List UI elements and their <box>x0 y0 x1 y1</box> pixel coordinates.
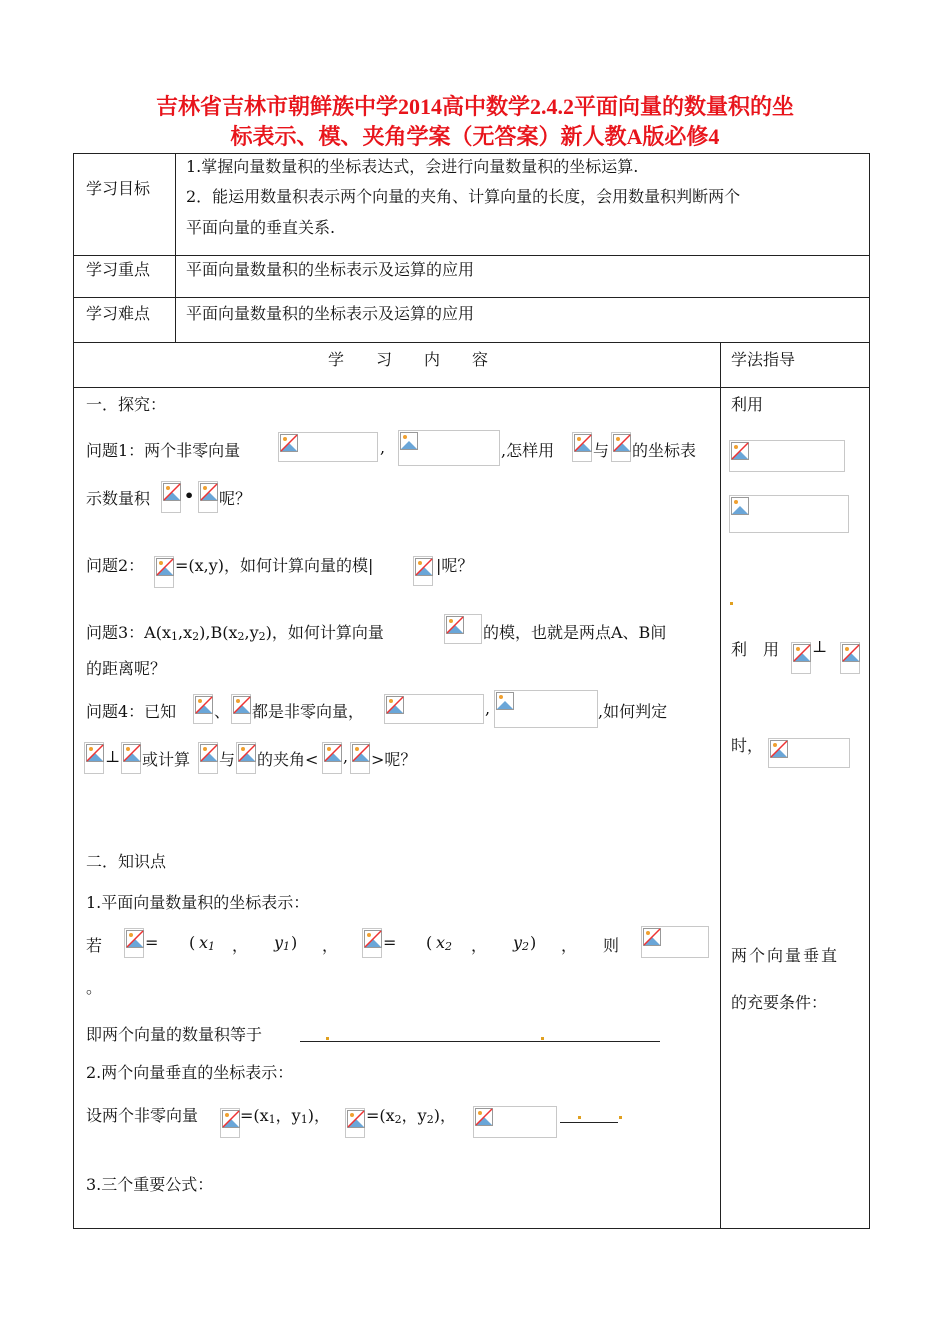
row-divider <box>74 297 869 298</box>
image-placeholder-icon <box>793 644 811 662</box>
k1-ruo: 若 <box>86 936 103 955</box>
q4-text-a: 问题4：已知 <box>86 702 177 721</box>
guide-use-2: 利 用 <box>731 640 780 659</box>
q2-text-c: |呢？ <box>436 556 474 575</box>
formula-image <box>121 742 141 774</box>
formula-image <box>362 928 382 958</box>
formula-image <box>231 694 251 724</box>
guide-use-1: 利用 <box>731 395 764 414</box>
col-divider <box>175 154 176 342</box>
q3-text-a: 问题3：A(x <box>86 623 172 642</box>
formula-image <box>345 1108 365 1138</box>
formula-image <box>384 694 484 724</box>
k1-eq1: = <box>145 933 159 952</box>
subscript: 2 <box>426 1113 434 1126</box>
q1-text-b: ,怎样用 <box>501 441 555 460</box>
k1-paren: ) <box>291 933 298 952</box>
key-points-text: 平面向量数量积的坐标表示及运算的应用 <box>186 260 475 279</box>
formula-image <box>641 926 709 958</box>
q4-text-f: 的夹角< <box>257 750 319 769</box>
row-divider <box>74 342 869 343</box>
formula-image <box>154 556 174 588</box>
q3-text-f: 的模，也就是两点A、B间 <box>483 623 667 642</box>
image-placeholder-icon <box>770 740 788 758</box>
k2-text-g: )， <box>433 1106 456 1125</box>
q1-text-e: 示数量积 <box>86 489 151 508</box>
mark-dot <box>326 1037 329 1040</box>
subscript: 1 <box>268 1113 276 1126</box>
q4-text-c: ,如何判定 <box>598 702 668 721</box>
document-title <box>72 92 878 152</box>
formula-image <box>611 432 631 462</box>
formula-image <box>729 440 845 472</box>
q3-sub: 1 <box>171 630 179 643</box>
guide-cond-1: 两个向量垂直 <box>731 946 840 965</box>
subscript: 1 <box>283 940 291 953</box>
guide-perp: ⊥ <box>812 637 828 656</box>
formula-image <box>729 495 849 533</box>
q1-text-c: 与 <box>593 441 610 460</box>
image-placeholder-icon <box>233 696 251 714</box>
mark-dot <box>578 1116 581 1119</box>
image-placeholder-icon <box>195 696 213 714</box>
subscript: 1 <box>208 940 216 953</box>
formula-image <box>124 928 144 958</box>
q4-text-g: , <box>343 747 349 766</box>
q4-sep: 、 <box>214 702 231 721</box>
k1-comma: ， <box>561 936 578 955</box>
knowledge-3-title: 3.三个重要公式： <box>86 1175 214 1194</box>
q4-text-e: 与 <box>219 750 236 769</box>
col-divider <box>720 342 721 1228</box>
q3-text-b: ,x <box>178 623 193 642</box>
image-placeholder-icon <box>238 744 256 762</box>
q4-comma: , <box>485 699 491 718</box>
q3-line-1 <box>86 620 384 643</box>
q3-text-c: ),B(x <box>199 623 238 642</box>
image-placeholder-icon <box>386 696 404 714</box>
title-line-1: 吉林省吉林市朝鲜族中学2014高中数学2.4.2平面向量的数量积的坐 <box>155 94 794 119</box>
q3-sub: 2 <box>237 630 245 643</box>
var-y: y <box>274 933 284 952</box>
q2-text-a: 问题2： <box>86 556 145 575</box>
k1-eq2: = <box>383 933 397 952</box>
var-x: x <box>199 933 209 952</box>
formula-image <box>198 742 218 774</box>
knowledge-1-title: 1.平面向量数量积的坐标表示： <box>86 893 310 912</box>
subscript: 2 <box>522 940 530 953</box>
formula-image <box>84 742 104 774</box>
k1-ze: 则 <box>603 936 620 955</box>
k1-line-2: 即两个向量的数量积等于 <box>86 1025 263 1044</box>
knowledge-2-title: 2.两个向量垂直的坐标表示： <box>86 1063 294 1082</box>
guide-when: 时， <box>731 736 764 755</box>
q4-text-h: >呢？ <box>371 750 417 769</box>
formula-image <box>413 556 433 586</box>
content-header: 学 习 内 容 <box>328 350 489 369</box>
image-placeholder-icon <box>731 442 749 460</box>
k1-y2 <box>513 933 529 953</box>
image-placeholder-icon <box>613 434 631 452</box>
q3-text-g: 的距离呢？ <box>86 659 167 678</box>
image-placeholder-icon <box>200 483 218 501</box>
k1-paren: ( <box>426 933 433 952</box>
image-placeholder-icon <box>86 744 104 762</box>
q1-text-d: 的坐标表 <box>632 441 697 460</box>
objectives-label: 学习目标 <box>86 179 151 198</box>
k2-text-b: =(x <box>240 1106 269 1125</box>
objective-line-3: 平面向量的垂直关系. <box>186 218 336 237</box>
k1-comma: ， <box>471 936 488 955</box>
var-y: y <box>513 933 523 952</box>
answer-blank[interactable] <box>560 1122 618 1123</box>
q4-text-d: 或计算 <box>142 750 191 769</box>
k2-text-a: 设两个非零向量 <box>86 1106 199 1125</box>
q1-dot: • <box>184 486 195 505</box>
k1-period: 。 <box>86 978 103 997</box>
image-placeholder-icon <box>731 497 749 515</box>
formula-image <box>198 481 218 513</box>
image-placeholder-icon <box>475 1108 493 1126</box>
q3-sub: 2 <box>192 630 200 643</box>
image-placeholder-icon <box>643 928 661 946</box>
formula-image <box>791 642 811 674</box>
formula-image <box>572 432 592 462</box>
k2-text-d: )， <box>307 1106 330 1125</box>
formula-image <box>398 430 500 466</box>
mark-dot <box>619 1116 622 1119</box>
k2-text-c: ，y <box>275 1106 301 1125</box>
subscript: 1 <box>300 1113 308 1126</box>
k1-y1 <box>274 933 290 953</box>
image-placeholder-icon <box>364 930 382 948</box>
row-divider <box>74 387 869 388</box>
image-placeholder-icon <box>400 432 418 450</box>
image-placeholder-icon <box>156 558 174 576</box>
k1-x1 <box>199 933 215 953</box>
k2-text-f: ，y <box>401 1106 427 1125</box>
image-placeholder-icon <box>352 744 370 762</box>
title-line-2: 标表示、模、夹角学案（无答案）新人教A版必修4 <box>230 124 720 149</box>
q3-text-e: )，如何计算向量 <box>265 623 384 642</box>
image-placeholder-icon <box>126 930 144 948</box>
formula-image <box>161 481 181 513</box>
mark-dot <box>730 602 733 605</box>
image-placeholder-icon <box>324 744 342 762</box>
guide-cond-2: 的充要条件： <box>731 993 828 1012</box>
q1-text-f: 呢？ <box>219 489 252 508</box>
answer-blank[interactable] <box>300 1041 660 1042</box>
objective-line-2: 2．能运用数量积表示两个向量的夹角、计算向量的长度，会用数量积判断两个 <box>186 187 741 206</box>
k2-text-e: =(x <box>366 1106 395 1125</box>
k1-comma: ， <box>322 936 339 955</box>
formula-image <box>220 1108 240 1138</box>
image-placeholder-icon <box>446 616 464 634</box>
k1-comma: ， <box>232 936 249 955</box>
formula-image <box>278 432 378 462</box>
key-points-label: 学习重点 <box>86 260 151 279</box>
image-placeholder-icon <box>163 483 181 501</box>
difficulties-label: 学习难点 <box>86 304 151 323</box>
image-placeholder-icon <box>280 434 298 452</box>
section-2-title: 二．知识点 <box>86 852 167 871</box>
objective-line-1: 1.掌握向量数量积的坐标表达式，会进行向量数量积的坐标运算. <box>186 157 639 176</box>
var-x: x <box>436 933 446 952</box>
k1-x2 <box>436 933 452 953</box>
q1-comma: , <box>380 438 386 457</box>
image-placeholder-icon <box>123 744 141 762</box>
perp-symbol: ⊥ <box>105 747 121 766</box>
image-placeholder-icon <box>842 644 860 662</box>
section-1-title: 一．探究： <box>86 395 167 414</box>
image-placeholder-icon <box>415 558 433 576</box>
formula-image <box>322 742 342 774</box>
formula-image <box>444 614 482 644</box>
formula-image <box>350 742 370 774</box>
q1-text-a: 问题1：两个非零向量 <box>86 441 241 460</box>
q3-sub: 2 <box>258 630 266 643</box>
q3-text-d: ,y <box>244 623 259 642</box>
k1-paren: ) <box>530 933 537 952</box>
mark-dot <box>541 1037 544 1040</box>
image-placeholder-icon <box>574 434 592 452</box>
k2-vec-b <box>366 1103 456 1126</box>
subscript: 2 <box>445 940 453 953</box>
image-placeholder-icon <box>496 692 514 710</box>
formula-image <box>840 642 860 674</box>
difficulties-text: 平面向量数量积的坐标表示及运算的应用 <box>186 304 475 323</box>
row-divider <box>74 255 869 256</box>
formula-image <box>236 742 256 774</box>
k2-vec-a <box>240 1103 330 1126</box>
image-placeholder-icon <box>222 1110 240 1128</box>
q2-text-b: =(x,y)，如何计算向量的模| <box>175 556 374 575</box>
guide-header: 学法指导 <box>731 350 796 369</box>
formula-image <box>494 690 598 728</box>
k1-paren: ( <box>189 933 196 952</box>
image-placeholder-icon <box>200 744 218 762</box>
formula-image <box>473 1106 557 1138</box>
q4-text-b: 都是非零向量， <box>252 702 365 721</box>
image-placeholder-icon <box>347 1110 365 1128</box>
subscript: 2 <box>394 1113 402 1126</box>
formula-image <box>193 694 213 724</box>
formula-image <box>768 738 850 768</box>
